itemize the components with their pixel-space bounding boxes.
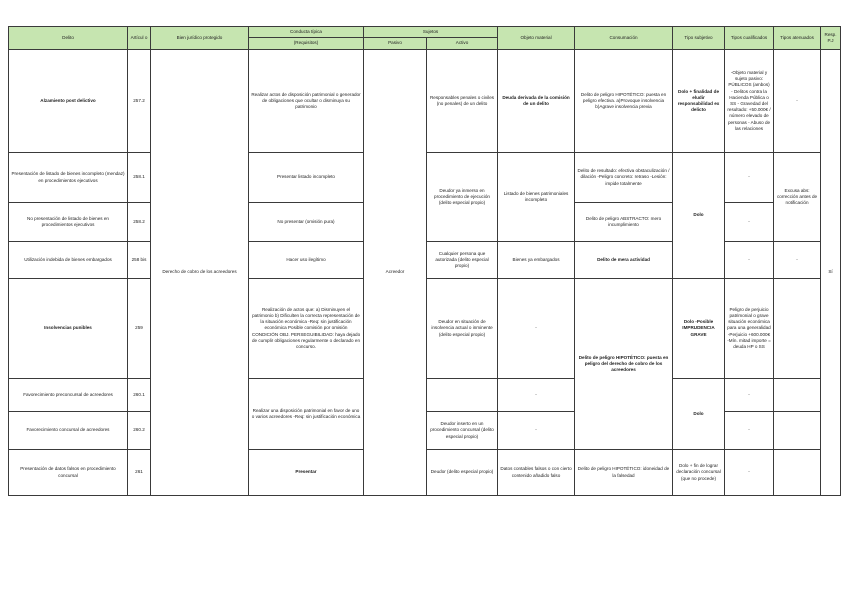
row-conducta: Realización de actos que: a) Disminuyen el patrimonio b) Dificulten la correcta representación de la situación económica -Req: sin justificación económica Posible comisión por omisión CONDICIÓN OBJ. PERSEGUIBILIDAD: haya dejado de cumplir obligaciones regularmente o declarado en concurso. [249,279,364,379]
row-delito: Favorecimiento concursal de acreedores [9,412,128,450]
row-delito: Presentación de listado de bienes incompleto (mendaz) en procedimientos ejecutivos [9,153,128,203]
row-atenuados: - [774,242,821,279]
row-conducta: No presentar (omisión pura) [249,203,364,242]
row-activo: Deudor ya inmerso en procedimiento de ejecución (delito especial propio) [427,153,498,242]
row-cualificados: - [725,450,774,496]
row-conducta: Realizar actos de disposición patrimonial o generador de obligaciones que ocultar o disminuya su patrimonio [249,50,364,153]
row-consumacion: Delito de peligro ABSTRACTO: mero incumplimiento [575,203,673,242]
row-cualificados: - [725,379,774,412]
cell-resp-pj: Sí [821,50,841,496]
row-objeto: - [498,279,575,379]
col-resp-pj: Resp. P.J [821,27,841,50]
row-objeto: - [498,412,575,450]
row-art: 258.1 [128,153,151,203]
row-activo: Responsables penales o civiles (no penales) de un delito [427,50,498,153]
row-consumacion: Delito de mera actividad [575,242,673,279]
row-delito: Presentación de datos falsos en procedimiento concursal [9,450,128,496]
row-atenuados [774,412,821,450]
row-art: 260.2 [128,412,151,450]
row-atenuados: - [774,50,821,153]
row-tipo-subjetivo: Dolo [673,379,725,450]
row-objeto: - [498,379,575,412]
header-row-1 [9,27,841,38]
row-tipo-subjetivo: Dolo + fin de lograr declaración concursal (que no procede) [673,450,725,496]
row-cualificados: Peligro de perjuicio patrimonial o grave situación económica para una generalidad -Perjuicio +600.000€ -Mín. mitad importe = deuda HP o SS [725,279,774,379]
row-objeto: Datos contables falsos o con cierto contenido añadido falso [498,450,575,496]
row-tipo-subjetivo: Dolo + finalidad de eludir responsabilidad ex delicto [673,50,725,153]
row-art: 259 [128,279,151,379]
table-row [9,50,841,153]
row-objeto: Deuda derivada de la comisión de un delito [498,50,575,153]
row-atenuados [774,450,821,496]
row-cualificados: - [725,412,774,450]
row-cualificados: - [725,242,774,279]
row-consumacion: Delito de peligro HIPOTÉTICO: puesta en peligro efectiva. a)Provoque insolvencia b)Agrave insolvencia previa [575,50,673,153]
row-activo: Deudor (delito especial propio) [427,450,498,496]
row-consumacion: Delito de peligro HIPOTÉTICO: puesta en peligro del derecho de cobro de los acreedores [575,279,673,450]
row-conducta: Hacer uso ilegítimo [249,242,364,279]
row-consumacion: Delito de resultado: efectiva obstaculización / dilación -Peligro concreto: retraso -Lesión: impide totalmente [575,153,673,203]
cell-bien-juridico: Derecho de cobro de los acreedores [151,50,249,496]
row-art: 258 bis [128,242,151,279]
col-tipos-atenuados: Tipos atenuados [774,27,821,50]
row-activo: Deudor en situación de insolvencia actual o inminente (delito especial propio) [427,279,498,379]
col-articulo: Artícul o [128,27,151,50]
row-cualificados: -Objeto material y sujeto pasivo: PÚBLICOS (ambos) - Delitos contra la Hacienda Pública o SS - Gravedad del resultado: +50.000€ / número elevado de personas - Abuso de las relaciones [725,50,774,153]
col-bien: Bien jurídico protegido [151,27,249,50]
row-delito: No presentación de listado de bienes en procedimientos ejecutivos [9,203,128,242]
row-objeto: Bienes ya embargados [498,242,575,279]
row-cualificados: - [725,153,774,203]
row-delito: Alzamiento post delictivo [9,50,128,153]
col-requisitos: (Requisitos) [249,38,364,50]
row-art: 258.2 [128,203,151,242]
row-atenuados [774,279,821,379]
row-art: 257.2 [128,50,151,153]
cell-pasivo: Acreedor [364,50,427,496]
row-activo: Deudor inserto en un procedimiento concursal (delito especial propio) [427,412,498,450]
row-tipo-subjetivo: Dolo [673,153,725,279]
col-delito: Delito [9,27,128,50]
row-delito: Favorecimiento preconcursal de acreedores [9,379,128,412]
col-activo: Activo [427,38,498,50]
row-conducta: Presentar listado incompleto [249,153,364,203]
row-tipo-subjetivo: Dolo -Posible IMPRUDENCIA GRAVE [673,279,725,379]
row-atenuados: Excusa abs: corrección antes de notificación [774,153,821,242]
col-conducta: Conducta típica [249,27,364,38]
row-art: 260.1 [128,379,151,412]
row-delito: Insolvencias punibles [9,279,128,379]
row-activo: Cualquier persona que autorizada (delito especial propio) [427,242,498,279]
row-consumacion: Delito de peligro HIPOTÉTICO: idoneidad de la falsedad [575,450,673,496]
row-activo [427,379,498,412]
col-tipo-subjetivo: Tipo subjetivo [673,27,725,50]
row-delito: Utilización indebida de bienes embargados [9,242,128,279]
col-sujetos: Sujetos [364,27,498,38]
row-art: 261 [128,450,151,496]
row-objeto: Listado de bienes patrimoniales incompleto [498,153,575,242]
crimes-table [8,26,841,496]
col-pasivo: Pasivo [364,38,427,50]
row-atenuados [774,379,821,412]
col-consumacion: Consumación [575,27,673,50]
row-conducta: Realizar una disposición patrimonial en favor de uno o varios acreedores -Req: sin justificación económica [249,379,364,450]
col-tipos-cualificados: Tipos cualificados [725,27,774,50]
row-conducta: Presentar [249,450,364,496]
row-cualificados: - [725,203,774,242]
col-objeto: Objeto material [498,27,575,50]
